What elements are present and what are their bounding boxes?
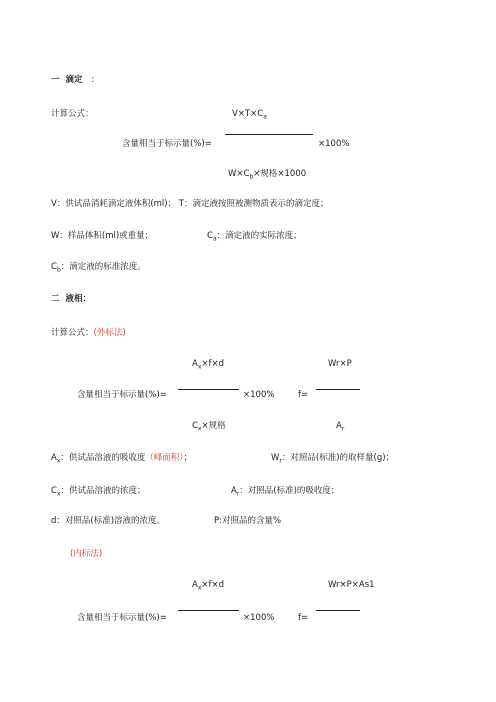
ext-fraction-bar: [178, 389, 239, 390]
section1-number: 一: [51, 75, 60, 85]
formula-label-1: 计算公式：: [51, 109, 94, 119]
formula1-lhs: 含量相当于标示量(%)=: [122, 139, 212, 149]
ext-f-fraction-bar: [316, 389, 360, 390]
ext-numerator-rest: ×f×d: [201, 359, 225, 369]
section1-colon: :: [91, 75, 95, 85]
external-standard-method-label: (外标法): [93, 328, 126, 338]
sec1-def2-ca-symbol: C: [207, 231, 213, 241]
sec1-def3-symbol: C: [51, 262, 57, 272]
peak-area-note: （峰面积）: [145, 453, 184, 463]
ext-f-denominator-sub: r: [341, 425, 345, 433]
sec2-def2-cx-sub: x: [56, 490, 61, 498]
sec2-def3-p: P:对照品的含量%: [214, 516, 282, 526]
int-numerator: [192, 581, 224, 592]
ext-denominator-sub: x: [197, 425, 202, 433]
sec2-def1-ax-sub: x: [56, 457, 61, 465]
section1-title: 滴定: [65, 75, 83, 85]
int-lhs: 含量相当于标示量(%)=: [77, 613, 167, 623]
ext-numerator: [192, 360, 224, 371]
sec1-def3-sub: b: [56, 266, 61, 274]
sec1-def2-ca-sub: a: [212, 235, 217, 243]
sec2-def3-d: d：对照品(标准)溶液的浓度。: [51, 516, 166, 526]
int-numerator-sub: x: [197, 584, 202, 592]
sec2-def1-ax-text: ：供试品溶液的吸收度: [60, 453, 146, 463]
sec2-def1-ax-symbol: A: [51, 453, 57, 463]
sec2-def2-cx-symbol: C: [51, 486, 57, 496]
sec2-def1-ax: [51, 454, 192, 465]
int-f-fraction-bar: [316, 610, 360, 611]
sec2-def1-wr-sub: r: [279, 457, 282, 465]
int-fraction-bar: [178, 610, 239, 611]
int-numerator-symbol: A: [192, 580, 198, 590]
int-f-numerator: Wr×P×As1: [328, 580, 375, 590]
sec2-def2-ar-sub: r: [236, 490, 240, 498]
formula1-times100: ×100%: [318, 139, 350, 149]
formula-label-2: [51, 329, 126, 338]
int-f-label: f=: [298, 613, 309, 623]
sec2-def2-ar-symbol: A: [231, 486, 237, 496]
int-numerator-rest: ×f×d: [201, 580, 225, 590]
section2-number: 二: [51, 294, 60, 304]
formula1-denominator-sub: b: [249, 173, 254, 181]
ext-times100: ×100%: [243, 390, 275, 400]
ext-f-denominator-symbol: A: [336, 421, 342, 431]
internal-standard-method-label: (内标法): [70, 549, 103, 559]
formula1-numerator: [232, 110, 267, 121]
section2-heading: [51, 295, 91, 304]
ext-f-label: f=: [298, 390, 309, 400]
ext-f-numerator: Wr×P: [328, 359, 352, 369]
sec2-def1-wr-text: ：对照品(标准)的取样量(g)；: [281, 453, 395, 463]
sec1-def2-weight: W：样品体积(ml)或重量；: [51, 231, 154, 241]
ext-denominator: [192, 422, 226, 433]
formula1-denominator-rest: ×规格×1000: [253, 169, 307, 179]
ext-denominator-rest: ×规格: [201, 421, 226, 431]
sec1-def-line1: V：供试品消耗滴定液体积(ml)； T：滴定液按照被测物质表示的滴定度；: [51, 199, 329, 209]
formula1-fraction-bar: [225, 134, 313, 135]
sec2-def1-ax-end: ；: [183, 453, 193, 463]
formula1-numerator-text: V×T×C: [232, 109, 264, 119]
ext-numerator-symbol: A: [192, 359, 198, 369]
sec1-def2-ca-text: ：滴定液的实际浓度；: [216, 231, 302, 241]
formula1-denominator: [228, 170, 306, 181]
int-times100: ×100%: [243, 613, 275, 623]
formula1-denominator-text: W×C: [228, 169, 250, 179]
section2-title: 液相：: [65, 294, 91, 304]
sec2-def2-cx: [51, 487, 146, 498]
ext-f-denominator: [336, 422, 344, 433]
formula1-numerator-sub: a: [263, 113, 267, 121]
ext-lhs: 含量相当于标示量(%)=: [77, 390, 167, 400]
sec2-def2-ar-text: ：对照品(标准)的吸收度；: [239, 486, 340, 496]
sec2-def2-cx-text: ：供试品溶液的浓度；: [60, 486, 146, 496]
sec1-def3-text: ：滴定液的标准浓度。: [60, 262, 146, 272]
ext-numerator-sub: x: [197, 363, 202, 371]
sec2-def1-wr: [271, 454, 394, 465]
formula-label-2-text: 计算公式：: [51, 328, 94, 338]
ext-denominator-symbol: C: [192, 421, 198, 431]
section1-heading: [51, 76, 94, 85]
sec1-def3-cb: [51, 263, 146, 274]
sec2-def1-wr-symbol: W: [271, 453, 280, 463]
sec2-def2-ar: [231, 487, 339, 498]
sec1-def2-ca: [207, 232, 302, 243]
